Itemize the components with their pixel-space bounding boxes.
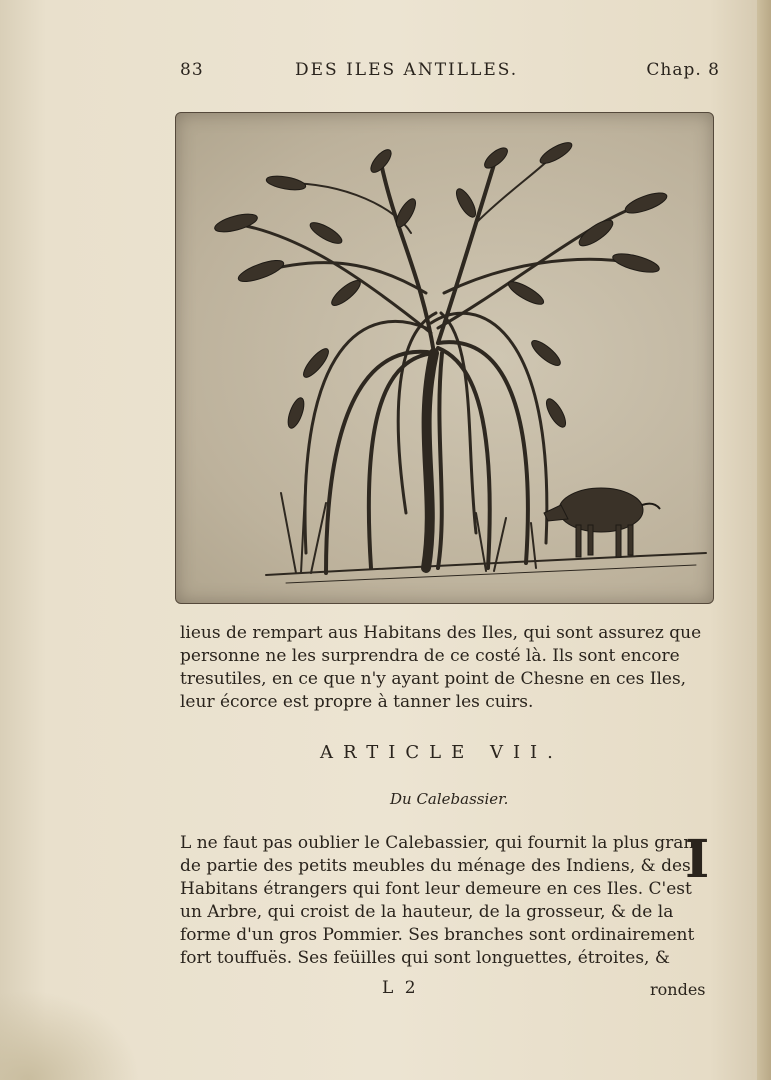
text-line: leur écorce est propre à tanner les cuirs. xyxy=(180,692,534,712)
page-header xyxy=(180,56,720,84)
article-subtitle: Du Calebassier. xyxy=(390,790,509,808)
paragraph-continuation xyxy=(180,622,725,714)
paragraph-article xyxy=(180,832,701,970)
page-spine-edge xyxy=(757,0,771,1080)
text-line: Habitans étrangers qui font leur demeure en ces Iles. C'est xyxy=(180,879,692,899)
text-line: forme d'un gros Pommier. Ses branches sont ordinairement xyxy=(180,925,695,945)
tree-engraving-illustration xyxy=(176,113,713,603)
text-line: fort touffuës. Ses feüilles qui sont longuettes, étroites, & xyxy=(180,948,670,968)
running-title: DES ILES ANTILLES. xyxy=(295,60,519,80)
page-number: 83 xyxy=(180,60,204,80)
text-line: personne ne les surprendra de ce costé là. Ils sont encore xyxy=(180,646,680,666)
text-line: tresutiles, en ce que n'y ayant point de Chesne en ces Iles, xyxy=(180,669,687,689)
catchword: rondes xyxy=(650,980,706,999)
article-heading: ARTICLE VII. xyxy=(320,742,563,763)
engraving-plate xyxy=(175,112,714,604)
text-line: de partie des petits meubles du ménage des Indiens, & des xyxy=(180,856,691,876)
signature-mark: L 2 xyxy=(382,978,419,998)
drop-cap: I xyxy=(685,829,710,890)
text-line: un Arbre, qui croist de la hauteur, de la grosseur, & de la xyxy=(180,902,674,922)
text-line: L ne faut pas oublier le Calebassier, qui fournit la plus gran- xyxy=(180,833,701,853)
paper-stain xyxy=(0,990,140,1080)
chapter-label: Chap. 8 xyxy=(646,60,720,80)
text-line: lieus de rempart aus Habitans des Iles, qui sont assurez que xyxy=(180,623,702,643)
boar-figure xyxy=(544,488,660,557)
